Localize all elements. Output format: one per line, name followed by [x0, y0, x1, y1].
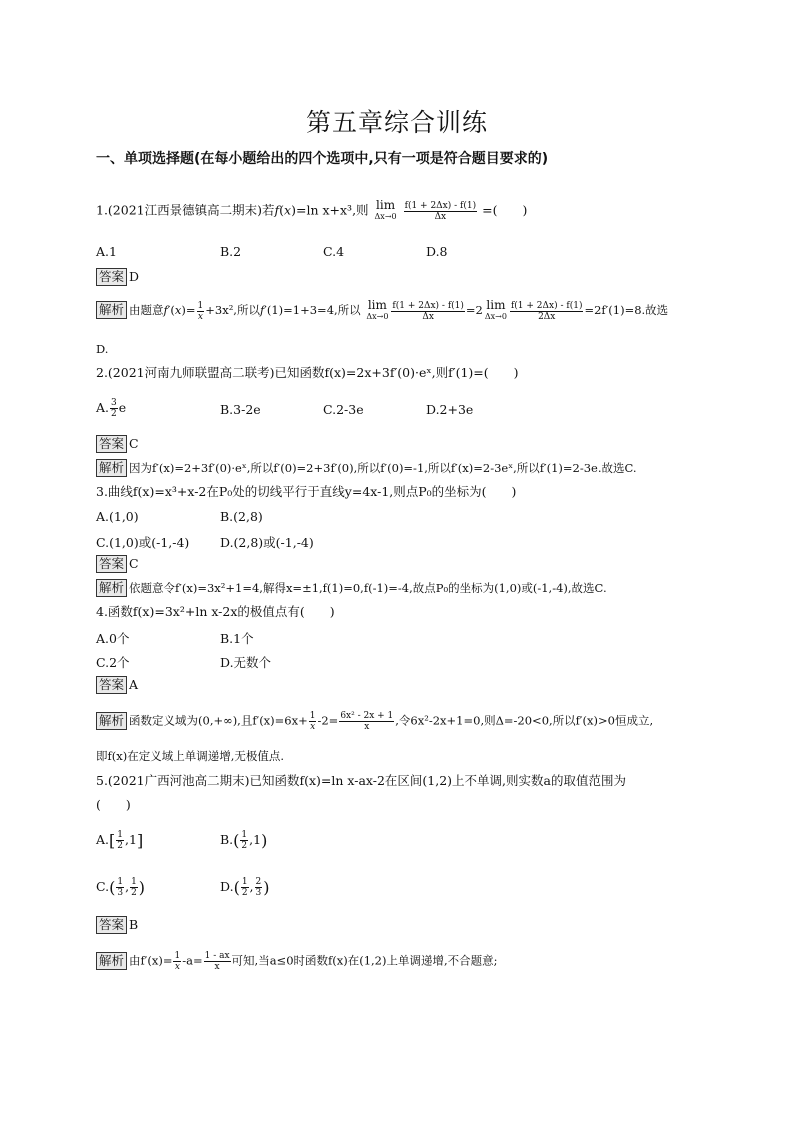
q1-stem-mid: =ln x+x³,则 — [295, 202, 369, 218]
q5-option-a: A.[ $\frac{1}{2}$ ,1] — [96, 830, 144, 851]
answer-label: 答案 — [96, 676, 127, 694]
answer-label: 答案 — [96, 916, 127, 934]
q1-prefix: 1.(2021江西景德镇高二期末)若 — [96, 202, 275, 218]
q1-option-c: C.4 — [323, 244, 345, 259]
q3-option-a: A.(1,0) — [96, 509, 139, 524]
q4-option-d: D.无数个 — [220, 655, 272, 670]
analysis-label: 解析 — [96, 459, 127, 477]
q1-option-a: A.1 — [96, 244, 117, 259]
q1-analysis-cont: D. — [96, 342, 109, 356]
analysis-label: 解析 — [96, 301, 127, 319]
q2-option-c: C.2-3e — [323, 402, 364, 417]
q4-analysis-cont: 即f(x)在定义域上单调递增,无极值点. — [96, 749, 285, 763]
q3-answer: 答案 C — [96, 555, 139, 573]
q2-option-a: A. $\frac{3}{2}$ e — [96, 398, 127, 419]
q5-option-c: C.( $\frac{1}{3}$ , $\frac{1}{2}$ ) — [96, 877, 146, 898]
q2-analysis: 解析 因为f′(x)=2+3f′(0)·eˣ,所以f′(0)=2+3f′(0),所以f′(0)=-1,所以f′(x)=2-3eˣ,所以f′(1)=2-3e.故选C. — [96, 459, 637, 477]
question-3-stem: 3.曲线f(x)=x³+x-2在P₀处的切线平行于直线y=4x-1,则点P₀的坐标为( ) — [96, 484, 517, 499]
q5-analysis: 解析 由f′(x)= $\frac{1}{x}$ -a= $\frac{1 - ax}{x}$ 可知,当a≤0时函数f(x)在(1,2)上单调递增,不合题意; — [96, 951, 498, 972]
q3-analysis: 解析 依题意令f′(x)=3x²+1=4,解得x=±1,f(1)=0,f(-1)=-4,故点P₀的坐标为(1,0)或(-1,-4),故选C. — [96, 579, 607, 597]
page-title: 第五章综合训练 — [305, 108, 488, 137]
q4-option-a: A.0个 — [96, 631, 130, 646]
q4-option-b: B.1个 — [220, 631, 254, 646]
analysis-label: 解析 — [96, 952, 127, 970]
q1-suffix: =( ) — [482, 202, 528, 218]
answer-label: 答案 — [96, 435, 127, 453]
q1-option-d: D.8 — [426, 244, 448, 259]
q1-analysis: 解析 由题意f′(x)= $\frac{1}{x}$ +3x²,所以f′(1)=1+3=4,所以 lim Δx→0 $\frac{f(1 + 2\Delta x) - f(1)}{\Delta x}$ =2 lim Δx→0 $\frac{f(1 + 2\Delta x) - f(1)}{2\Delta x}$ =2f′(1)=8.故选 — [96, 300, 668, 322]
q4-option-c: C.2个 — [96, 655, 130, 670]
q2-option-d: D.2+3e — [426, 402, 474, 417]
q1-option-b: B.2 — [220, 244, 242, 259]
section-heading: 一、单项选择题(在每小题给出的四个选项中,只有一项是符合题目要求的) — [96, 151, 549, 167]
q1-answer-value: D — [129, 269, 140, 284]
question-4-stem: 4.函数f(x)=3x²+ln x-2x的极值点有( ) — [96, 604, 335, 619]
question-5-stem: 5.(2021广西河池高二期末)已知函数f(x)=ln x-ax-2在区间(1,2)上不单调,则实数a的取值范围为 — [96, 773, 626, 788]
q1-limit: lim Δx→0 — [374, 198, 397, 221]
q2-answer: 答案 C — [96, 435, 139, 453]
analysis-label: 解析 — [96, 712, 127, 730]
question-5-stem-cont: ( ) — [96, 797, 131, 812]
q5-option-b: B.( $\frac{1}{2}$ ,1) — [220, 830, 268, 851]
q4-analysis: 解析 函数定义域为(0,+∞),且f′(x)=6x+ $\frac{1}{x}$ -2= $\frac{\text{6x² - 2x + 1}}{x}$ ,令6x²-2x+1=0,则Δ=-20<0,所以f′(x)>0恒成立, — [96, 711, 653, 732]
analysis-label: 解析 — [96, 579, 127, 597]
q4-answer: 答案 A — [96, 676, 138, 694]
q3-option-c: C.(1,0)或(-1,-4) — [96, 535, 190, 550]
question-2-stem: 2.(2021河南九师联盟高二联考)已知函数f(x)=2x+3f′(0)·eˣ,则f′(1)=( ) — [96, 365, 519, 380]
q3-option-b: B.(2,8) — [220, 509, 263, 524]
answer-label: 答案 — [96, 555, 127, 573]
q1-answer — [96, 268, 139, 286]
q1-fraction: $\frac{f(1 + 2\Delta x) - f(1)}{\Delta x}$ — [404, 200, 477, 222]
answer-label: 答案 — [96, 268, 127, 286]
q2-option-b: B.3-2e — [220, 402, 261, 417]
q5-answer: 答案 B — [96, 916, 138, 934]
q5-option-d: D.( $\frac{1}{2}$ , $\frac{2}{3}$ ) — [220, 877, 270, 898]
q3-option-d: D.(2,8)或(-1,-4) — [220, 535, 314, 550]
question-1-stem: 1.(2021江西景德镇高二期末)若f(x)=ln x+x³,则 lim Δx→0 $\frac{f(1 + 2\Delta x) - f(1)}{\Delta x}$ =( ) — [96, 198, 528, 222]
